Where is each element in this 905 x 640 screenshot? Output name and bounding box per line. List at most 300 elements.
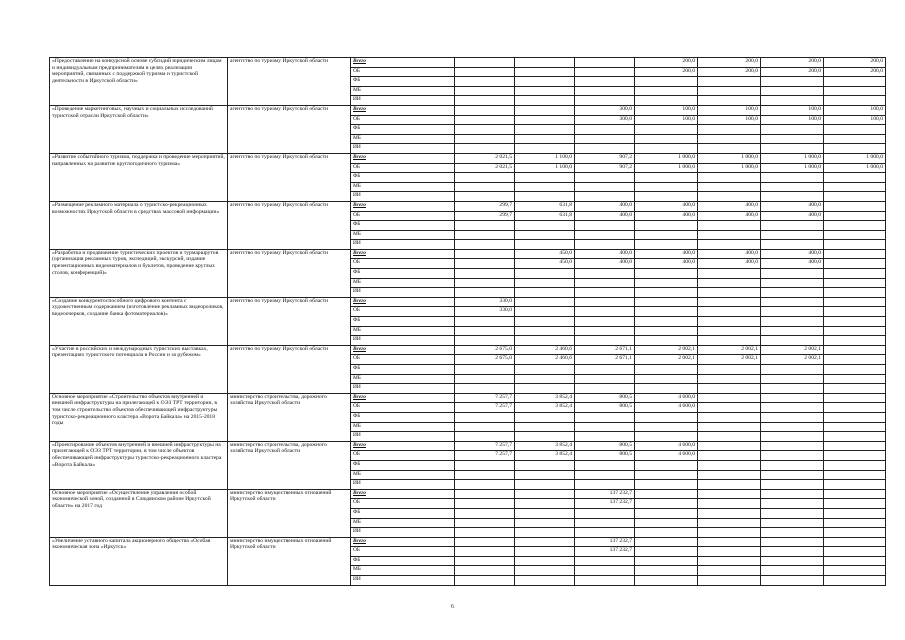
funding-source: ОБ xyxy=(351,403,455,413)
amount-cell: 400,0 xyxy=(761,211,824,221)
funding-source: МБ xyxy=(351,182,455,192)
amount-cell xyxy=(575,518,635,528)
amount-cell xyxy=(698,374,761,384)
amount-cell xyxy=(455,86,515,96)
amount-cell xyxy=(635,470,698,480)
amount-cell: 907,2 xyxy=(575,153,635,163)
amount-cell xyxy=(515,105,575,115)
amount-cell xyxy=(824,384,886,394)
funding-source: ФБ xyxy=(351,317,455,327)
amount-cell xyxy=(761,480,824,490)
amount-cell: 631,8 xyxy=(515,201,575,211)
amount-cell: 3 852,4 xyxy=(515,441,575,451)
amount-cell: 1 000,0 xyxy=(698,163,761,173)
amount-cell xyxy=(635,96,698,106)
amount-cell xyxy=(698,182,761,192)
amount-cell xyxy=(635,365,698,375)
amount-cell xyxy=(824,269,886,279)
amount-cell xyxy=(824,432,886,442)
amount-cell xyxy=(575,125,635,135)
amount-cell xyxy=(761,77,824,87)
amount-cell xyxy=(698,240,761,250)
funding-source: ИИ xyxy=(351,240,455,250)
executor-name: агентство по туризму Иркутской области xyxy=(228,58,351,106)
amount-cell xyxy=(635,528,698,538)
amount-cell xyxy=(761,278,824,288)
amount-cell xyxy=(455,547,515,557)
amount-cell: 200,0 xyxy=(698,67,761,77)
amount-cell: 200,0 xyxy=(698,58,761,68)
amount-cell xyxy=(824,537,886,547)
amount-cell xyxy=(824,259,886,269)
amount-cell xyxy=(698,288,761,298)
amount-cell xyxy=(635,422,698,432)
amount-cell: 2 671,1 xyxy=(575,355,635,365)
amount-cell xyxy=(761,537,824,547)
funding-source: Всего xyxy=(351,489,455,499)
amount-cell: 2 002,1 xyxy=(698,355,761,365)
amount-cell: 7 257,7 xyxy=(455,441,515,451)
amount-cell xyxy=(575,566,635,576)
amount-cell xyxy=(635,412,698,422)
amount-cell xyxy=(635,384,698,394)
amount-cell xyxy=(698,403,761,413)
amount-cell: 4 600,0 xyxy=(635,441,698,451)
amount-cell xyxy=(635,288,698,298)
amount-cell xyxy=(761,134,824,144)
activity-name: «Размещение рекламного материала о туристско-рекреационных возможностях Иркутской области в средствах массовой информации» xyxy=(50,201,228,249)
amount-cell: 400,0 xyxy=(635,211,698,221)
amount-cell xyxy=(698,537,761,547)
amount-cell xyxy=(698,317,761,327)
amount-cell xyxy=(761,441,824,451)
amount-cell: 300,0 xyxy=(575,105,635,115)
amount-cell: 100,0 xyxy=(761,105,824,115)
amount-cell xyxy=(824,307,886,317)
amount-cell: 2 002,1 xyxy=(635,345,698,355)
amount-cell xyxy=(698,451,761,461)
amount-cell xyxy=(635,547,698,557)
amount-cell xyxy=(515,480,575,490)
amount-cell xyxy=(575,77,635,87)
amount-cell xyxy=(698,470,761,480)
amount-cell xyxy=(455,134,515,144)
amount-cell: 800,5 xyxy=(575,403,635,413)
amount-cell xyxy=(575,288,635,298)
funding-source: Всего xyxy=(351,441,455,451)
amount-cell xyxy=(761,403,824,413)
amount-cell: 2 460,6 xyxy=(515,355,575,365)
amount-cell xyxy=(761,470,824,480)
amount-cell xyxy=(455,556,515,566)
amount-cell xyxy=(761,326,824,336)
amount-cell: 1 000,0 xyxy=(761,153,824,163)
amount-cell: 100,0 xyxy=(698,105,761,115)
amount-cell xyxy=(824,192,886,202)
amount-cell xyxy=(635,240,698,250)
amount-cell xyxy=(698,297,761,307)
amount-cell xyxy=(698,173,761,183)
amount-cell xyxy=(824,249,886,259)
amount-cell xyxy=(575,480,635,490)
amount-cell xyxy=(698,566,761,576)
amount-cell xyxy=(761,422,824,432)
amount-cell xyxy=(575,374,635,384)
executor-name: агентство по туризму Иркутской области xyxy=(228,201,351,249)
amount-cell xyxy=(575,230,635,240)
amount-cell xyxy=(698,96,761,106)
funding-source: ОБ xyxy=(351,355,455,365)
amount-cell xyxy=(698,326,761,336)
amount-cell xyxy=(455,173,515,183)
amount-cell: 7 257,7 xyxy=(455,451,515,461)
amount-cell xyxy=(575,307,635,317)
amount-cell: 631,8 xyxy=(515,211,575,221)
amount-cell: 800,5 xyxy=(575,451,635,461)
amount-cell xyxy=(455,182,515,192)
funding-source: ОБ xyxy=(351,259,455,269)
amount-cell xyxy=(698,508,761,518)
amount-cell xyxy=(698,384,761,394)
amount-cell: 2 002,1 xyxy=(761,355,824,365)
table-row xyxy=(50,537,886,547)
amount-cell: 200,0 xyxy=(635,67,698,77)
amount-cell xyxy=(515,173,575,183)
funding-source: МБ xyxy=(351,566,455,576)
amount-cell: 400,0 xyxy=(698,259,761,269)
amount-cell xyxy=(455,278,515,288)
table-row xyxy=(50,58,886,68)
amount-cell xyxy=(761,460,824,470)
funding-source: Всего xyxy=(351,393,455,403)
amount-cell xyxy=(455,432,515,442)
amount-cell xyxy=(575,278,635,288)
amount-cell xyxy=(455,537,515,547)
amount-cell xyxy=(761,182,824,192)
activity-name: «Участие в российских и международных туристских выставках, презентациях туристского потенциала в России и за рубежом» xyxy=(50,345,228,393)
funding-source: ФБ xyxy=(351,221,455,231)
amount-cell: 2 675,0 xyxy=(455,355,515,365)
amount-cell xyxy=(824,576,886,586)
amount-cell xyxy=(455,528,515,538)
amount-cell xyxy=(761,547,824,557)
funding-source: ИИ xyxy=(351,192,455,202)
amount-cell xyxy=(575,173,635,183)
amount-cell: 100,0 xyxy=(761,115,824,125)
amount-cell xyxy=(575,576,635,586)
amount-cell xyxy=(455,192,515,202)
table-row xyxy=(50,105,886,115)
amount-cell: 800,5 xyxy=(575,441,635,451)
activity-name: «Создание конкурентоспособного цифрового контента с художественным содержанием (изготовление рекламных видеороликов, видеоочерков, создание банка фотоматериалов)» xyxy=(50,297,228,345)
amount-cell: 200,0 xyxy=(761,67,824,77)
amount-cell xyxy=(455,240,515,250)
amount-cell xyxy=(698,556,761,566)
amount-cell xyxy=(455,230,515,240)
activity-name: Основное мероприятие «Строительство объектов внутренней и внешней инфраструктуры на прилегающей к ОЭЗ ТРТ территории, в том числе строительство объектов обеспечивающей инфраструктуры туристско-рекреационного кластера «Ворота Байкала» на 2015-2018 годы xyxy=(50,393,228,441)
amount-cell: 1 000,0 xyxy=(698,153,761,163)
amount-cell xyxy=(824,326,886,336)
table-row xyxy=(50,249,886,259)
activity-name: «Развитие событийного туризма, поддержка и проведение мероприятий, направленных на развитие круглогодичного туризма» xyxy=(50,153,228,201)
amount-cell: 200,0 xyxy=(635,58,698,68)
amount-cell xyxy=(698,422,761,432)
amount-cell xyxy=(575,422,635,432)
amount-cell xyxy=(824,144,886,154)
amount-cell xyxy=(515,288,575,298)
amount-cell xyxy=(575,412,635,422)
amount-cell xyxy=(824,221,886,231)
amount-cell: 2 002,1 xyxy=(698,345,761,355)
amount-cell xyxy=(575,67,635,77)
amount-cell xyxy=(455,326,515,336)
table-row xyxy=(50,393,886,403)
amount-cell xyxy=(575,269,635,279)
page-number: 6 xyxy=(451,604,454,610)
amount-cell: 7 257,7 xyxy=(455,403,515,413)
amount-cell xyxy=(761,125,824,135)
amount-cell xyxy=(455,365,515,375)
funding-source: ИИ xyxy=(351,96,455,106)
amount-cell xyxy=(515,144,575,154)
amount-cell xyxy=(635,576,698,586)
amount-cell xyxy=(824,355,886,365)
funding-source: Всего xyxy=(351,537,455,547)
amount-cell: 200,0 xyxy=(824,67,886,77)
table-row xyxy=(50,297,886,307)
amount-cell xyxy=(824,134,886,144)
amount-cell xyxy=(824,278,886,288)
funding-source: Всего xyxy=(351,249,455,259)
amount-cell xyxy=(455,384,515,394)
funding-source: ИИ xyxy=(351,384,455,394)
table-row xyxy=(50,489,886,499)
amount-cell xyxy=(575,336,635,346)
funding-source: МБ xyxy=(351,326,455,336)
amount-cell xyxy=(761,269,824,279)
amount-cell: 1 000,0 xyxy=(824,153,886,163)
amount-cell xyxy=(824,240,886,250)
amount-cell: 400,0 xyxy=(635,201,698,211)
amount-cell xyxy=(635,125,698,135)
funding-source: МБ xyxy=(351,134,455,144)
amount-cell xyxy=(455,105,515,115)
amount-cell xyxy=(455,317,515,327)
amount-cell xyxy=(455,96,515,106)
amount-cell xyxy=(824,201,886,211)
amount-cell: 400,0 xyxy=(575,249,635,259)
amount-cell xyxy=(761,297,824,307)
amount-cell xyxy=(635,307,698,317)
funding-source: ИИ xyxy=(351,576,455,586)
funding-source: ИИ xyxy=(351,144,455,154)
amount-cell xyxy=(824,173,886,183)
amount-cell: 907,2 xyxy=(575,163,635,173)
amount-cell: 450,0 xyxy=(515,259,575,269)
amount-cell xyxy=(455,144,515,154)
amount-cell xyxy=(575,221,635,231)
amount-cell xyxy=(761,173,824,183)
amount-cell xyxy=(575,470,635,480)
amount-cell xyxy=(824,374,886,384)
amount-cell xyxy=(455,518,515,528)
amount-cell xyxy=(698,393,761,403)
amount-cell: 1 000,0 xyxy=(635,163,698,173)
amount-cell xyxy=(515,297,575,307)
activity-name: «Проектирование объектов внутренней и внешней инфраструктуры на прилегающей к ОЭЗ ТРТ территории, в том числе объектов обеспечивающей инфраструктуры туристско-рекреационного кластера «Ворота Байкала» xyxy=(50,441,228,489)
amount-cell xyxy=(698,307,761,317)
amount-cell xyxy=(635,432,698,442)
amount-cell xyxy=(575,182,635,192)
amount-cell: 330,0 xyxy=(455,297,515,307)
amount-cell xyxy=(455,489,515,499)
amount-cell xyxy=(635,556,698,566)
funding-source: ОБ xyxy=(351,115,455,125)
amount-cell: 3 852,4 xyxy=(515,451,575,461)
amount-cell: 400,0 xyxy=(635,249,698,259)
executor-name: министерство строительства, дорожного хозяйства Иркутской области xyxy=(228,441,351,489)
amount-cell xyxy=(635,460,698,470)
table-row xyxy=(50,441,886,451)
amount-cell xyxy=(698,125,761,135)
amount-cell xyxy=(698,365,761,375)
amount-cell: 1 100,0 xyxy=(515,153,575,163)
funding-source: Всего xyxy=(351,153,455,163)
amount-cell xyxy=(761,288,824,298)
amount-cell: 4 600,0 xyxy=(635,403,698,413)
funding-source: ИИ xyxy=(351,336,455,346)
amount-cell: 4 600,0 xyxy=(635,451,698,461)
amount-cell xyxy=(575,96,635,106)
amount-cell xyxy=(515,269,575,279)
amount-cell xyxy=(635,86,698,96)
amount-cell xyxy=(824,86,886,96)
amount-cell xyxy=(575,460,635,470)
amount-cell xyxy=(455,576,515,586)
amount-cell xyxy=(761,317,824,327)
amount-cell xyxy=(455,269,515,279)
amount-cell xyxy=(515,528,575,538)
amount-cell xyxy=(635,537,698,547)
amount-cell xyxy=(698,499,761,509)
amount-cell xyxy=(455,259,515,269)
amount-cell xyxy=(761,96,824,106)
funding-source: ИИ xyxy=(351,288,455,298)
amount-cell: 137 232,7 xyxy=(575,499,635,509)
amount-cell xyxy=(515,422,575,432)
budget-table xyxy=(49,57,886,586)
amount-cell xyxy=(698,144,761,154)
table-row xyxy=(50,345,886,355)
amount-cell xyxy=(824,556,886,566)
amount-cell xyxy=(761,365,824,375)
amount-cell: 4 600,0 xyxy=(635,393,698,403)
amount-cell xyxy=(761,576,824,586)
funding-source: ИИ xyxy=(351,480,455,490)
funding-source: МБ xyxy=(351,470,455,480)
amount-cell xyxy=(635,480,698,490)
amount-cell: 400,0 xyxy=(698,201,761,211)
amount-cell xyxy=(761,489,824,499)
funding-source: ОБ xyxy=(351,307,455,317)
amount-cell: 137 232,7 xyxy=(575,489,635,499)
amount-cell xyxy=(635,182,698,192)
amount-cell: 200,0 xyxy=(761,58,824,68)
funding-source: ФБ xyxy=(351,412,455,422)
amount-cell xyxy=(455,470,515,480)
amount-cell xyxy=(824,125,886,135)
amount-cell xyxy=(635,566,698,576)
amount-cell xyxy=(635,326,698,336)
amount-cell xyxy=(635,508,698,518)
amount-cell: 2 002,1 xyxy=(761,345,824,355)
amount-cell xyxy=(515,192,575,202)
amount-cell xyxy=(455,115,515,125)
amount-cell: 400,0 xyxy=(575,211,635,221)
amount-cell xyxy=(824,470,886,480)
table-row xyxy=(50,201,886,211)
amount-cell xyxy=(515,566,575,576)
amount-cell xyxy=(761,384,824,394)
amount-cell xyxy=(515,576,575,586)
amount-cell xyxy=(698,547,761,557)
funding-source: МБ xyxy=(351,518,455,528)
amount-cell xyxy=(575,144,635,154)
amount-cell xyxy=(824,336,886,346)
amount-cell xyxy=(635,77,698,87)
amount-cell xyxy=(515,508,575,518)
amount-cell xyxy=(761,432,824,442)
amount-cell: 100,0 xyxy=(635,115,698,125)
amount-cell xyxy=(455,288,515,298)
amount-cell xyxy=(824,441,886,451)
amount-cell xyxy=(515,58,575,68)
executor-name: агентство по туризму Иркутской области xyxy=(228,297,351,345)
amount-cell xyxy=(698,489,761,499)
funding-source: ФБ xyxy=(351,460,455,470)
amount-cell xyxy=(455,125,515,135)
amount-cell xyxy=(515,182,575,192)
amount-cell xyxy=(635,230,698,240)
funding-source: Всего xyxy=(351,297,455,307)
amount-cell: 400,0 xyxy=(761,259,824,269)
funding-source: МБ xyxy=(351,230,455,240)
amount-cell: 3 852,4 xyxy=(515,393,575,403)
amount-cell xyxy=(515,556,575,566)
amount-cell xyxy=(515,518,575,528)
funding-source: ОБ xyxy=(351,499,455,509)
amount-cell: 800,5 xyxy=(575,393,635,403)
amount-cell xyxy=(515,365,575,375)
amount-cell xyxy=(635,317,698,327)
amount-cell xyxy=(635,134,698,144)
amount-cell: 400,0 xyxy=(575,259,635,269)
funding-source: ФБ xyxy=(351,556,455,566)
amount-cell xyxy=(515,326,575,336)
amount-cell xyxy=(824,288,886,298)
amount-cell xyxy=(635,278,698,288)
amount-cell xyxy=(575,432,635,442)
activity-name: «Предоставление на конкурсной основе субсидий юридическим лицам и индивидуальным предпринимателям в целях реализации мероприятий, связанных с поддержкой туризма и туристской деятельности в Иркутской области» xyxy=(50,58,228,106)
amount-cell: 137 232,7 xyxy=(575,547,635,557)
amount-cell xyxy=(761,240,824,250)
executor-name: агентство по туризму Иркутской области xyxy=(228,249,351,297)
amount-cell xyxy=(575,192,635,202)
amount-cell xyxy=(824,96,886,106)
amount-cell xyxy=(515,86,575,96)
amount-cell xyxy=(698,432,761,442)
amount-cell: 300,0 xyxy=(575,115,635,125)
